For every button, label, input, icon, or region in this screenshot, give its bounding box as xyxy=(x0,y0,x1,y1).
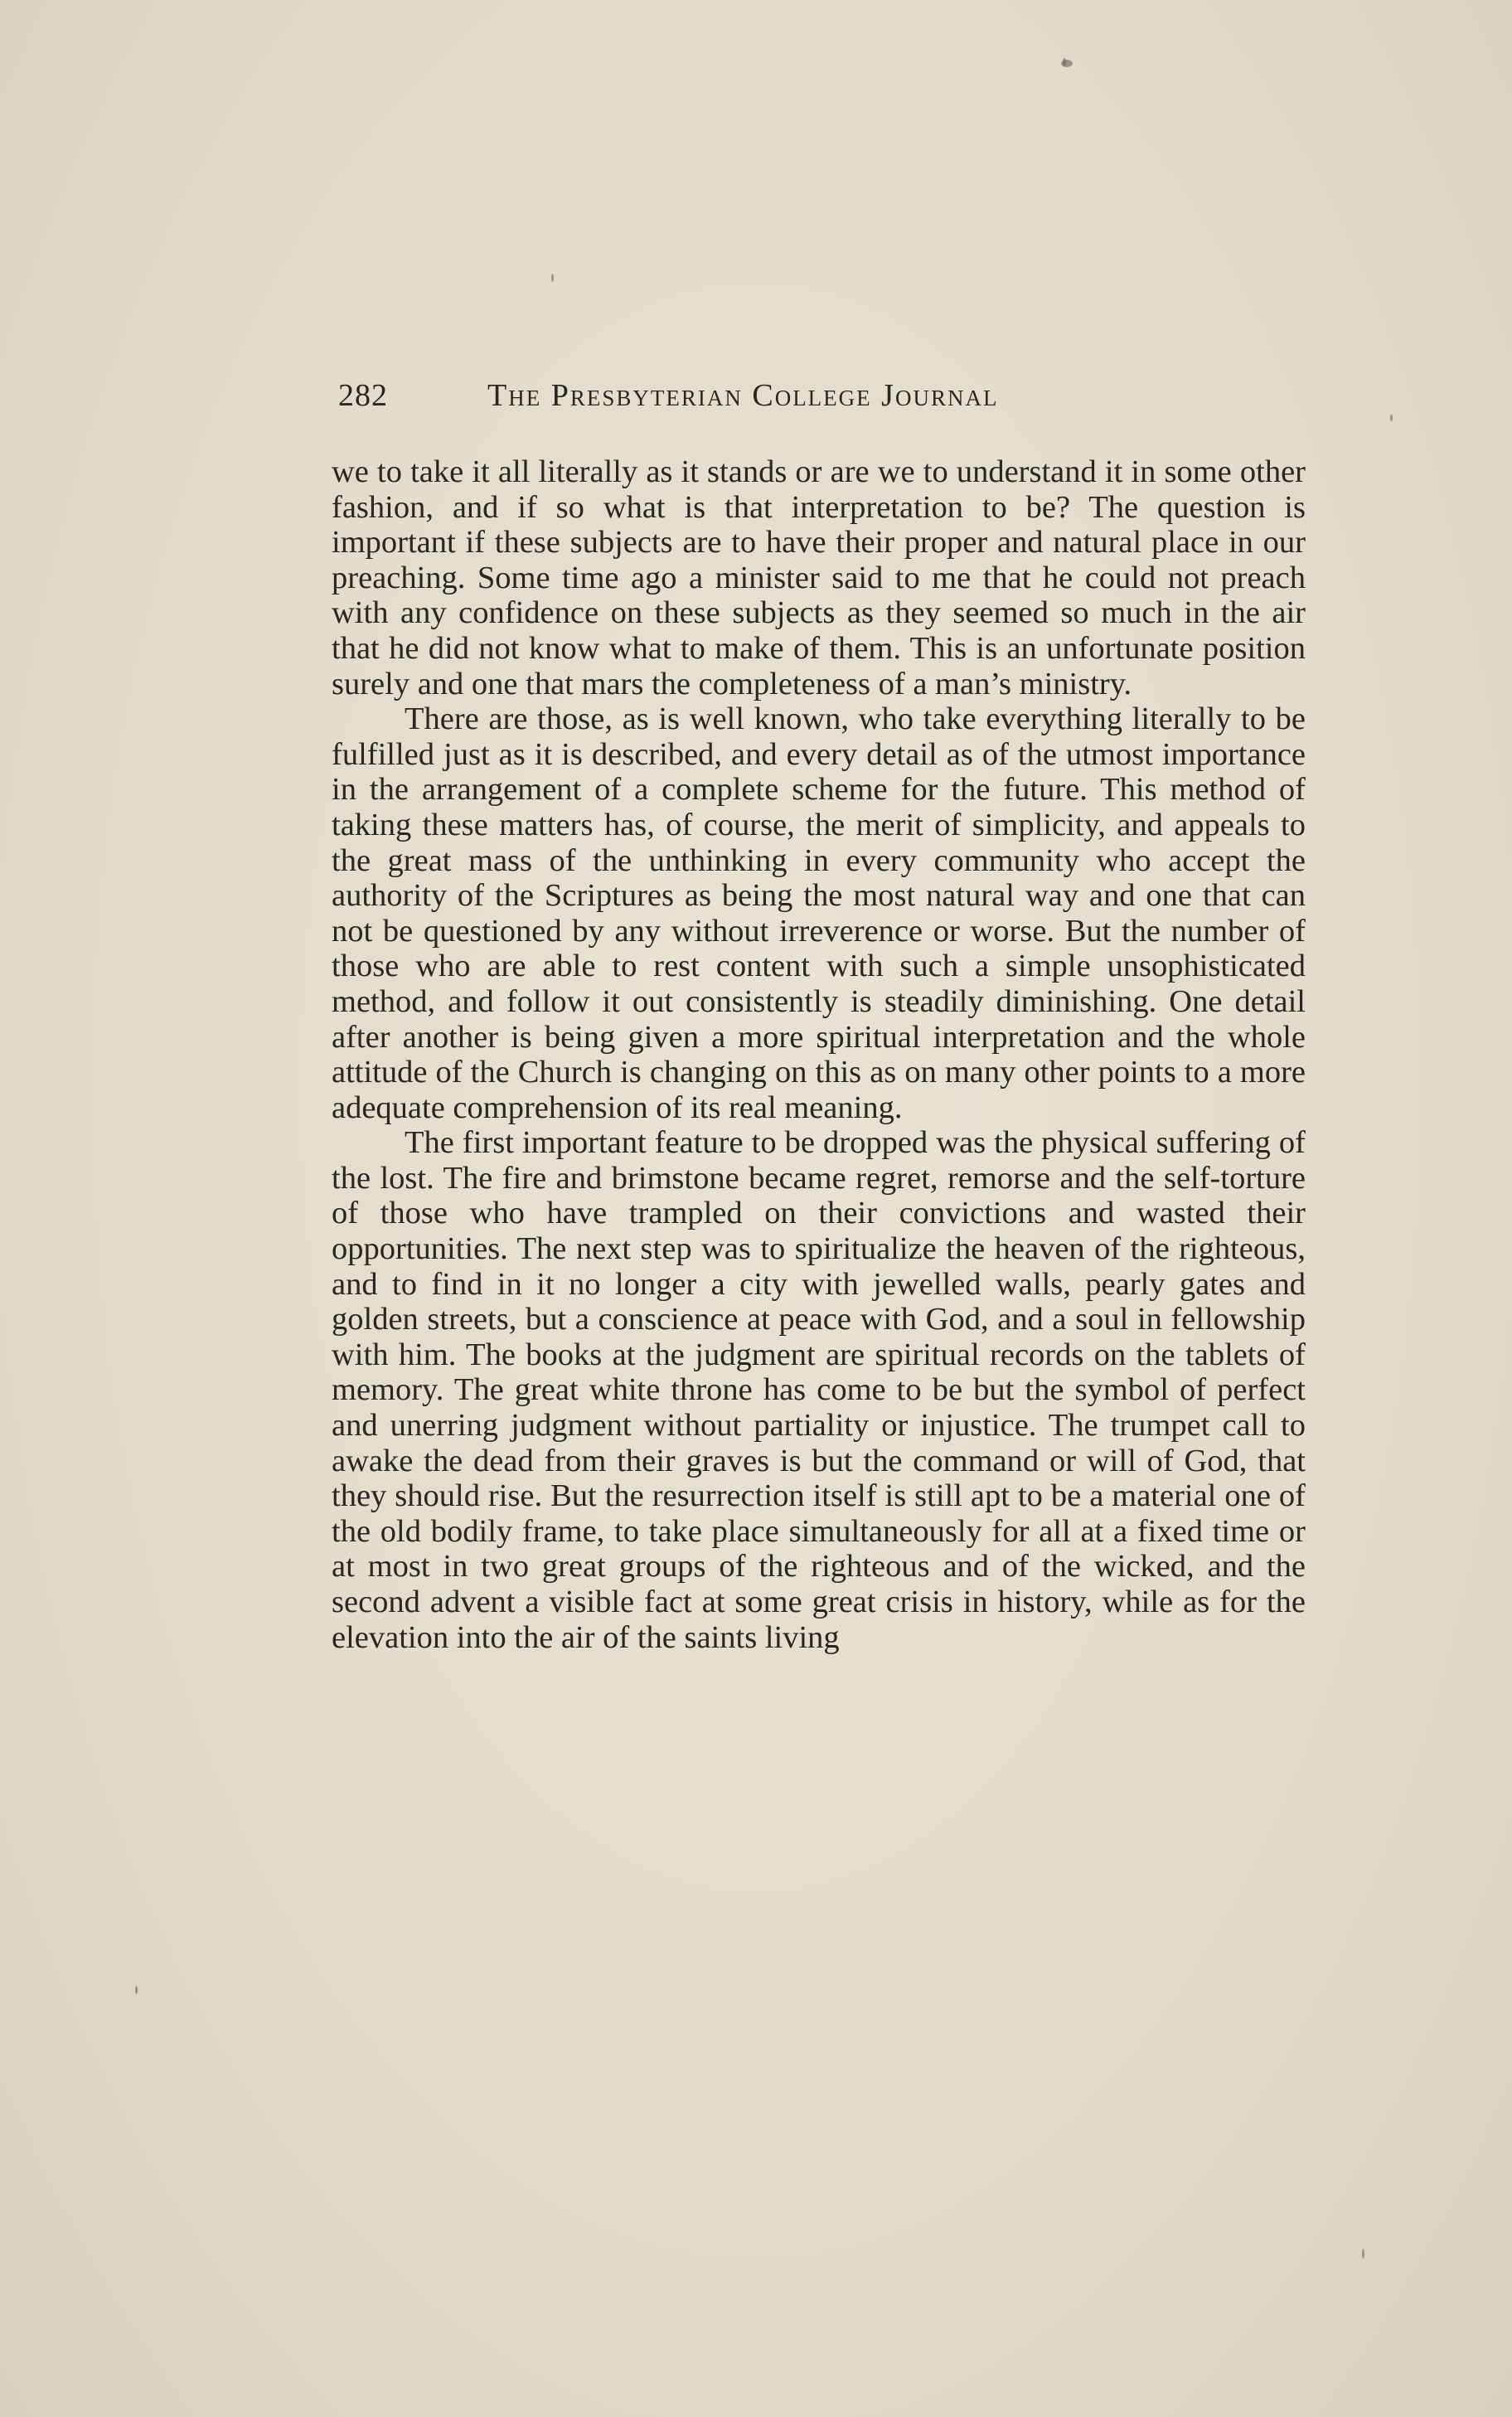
page-number: 282 xyxy=(338,378,388,413)
paragraph-2: There are those, as is well known, who take everything literally to be fulfilled just as it is described, and every detail as of the utmost importance in the arrangement of a complete scheme for the future. This method of taking these matters has, of course, the merit of simplicity, and appeals to the great mass of the unthinking in every community who accept the authority of the Scriptures as being the most natural way and one that can not be questioned by any without irreverence or worse. But the number of those who are able to rest content with such a simple unsophisticated method, and follow it out consistently is steadily diminishing. One detail after another is being given a more spiritual interpretation and the whole attitude of the Church is changing on this as on many other points to a more adequate comprehension of its real meaning. xyxy=(332,701,1306,1125)
ink-speck xyxy=(1362,2249,1364,2259)
ink-speck xyxy=(135,1986,138,1994)
ink-speck xyxy=(551,274,554,282)
ink-speck xyxy=(1061,60,1073,67)
paragraph-1: we to take it all literally as it stands or are we to understand it in some other fashion, and if so what is that interpretation to be? The question is important if these subjects are to have their proper and natural place in our preaching. Some time ago a minister said to me that he could not preach with any confidence on these subjects as they seemed so much in the air that he did not know what to make of them. This is an unfortunate position surely and one that mars the completeness of a man’s ministry. xyxy=(332,454,1306,701)
journal-title: The Presbyterian College Journal xyxy=(487,378,999,413)
body-text xyxy=(332,454,1306,1655)
ink-speck xyxy=(1390,415,1393,421)
running-head xyxy=(338,377,1167,427)
paragraph-3: The first important feature to be dropped was the physical suffering of the lost. The fire and brimstone became regret, remorse and the self-torture of those who have trampled on their convictions and wasted their opportunities. The next step was to spiritualize the heaven of the righteous, and to find in it no longer a city with jewelled walls, pearly gates and golden streets, but a conscience at peace with God, and a soul in fellowship with him. The books at the judgment are spiritual records on the tablets of memory. The great white throne has come to be but the symbol of perfect and unerring judgment without partiality or injustice. The trumpet call to awake the dead from their graves is but the command or will of God, that they should rise. But the resurrection itself is still apt to be a material one of the old bodily frame, to take place simultaneously for all at a fixed time or at most in two great groups of the righteous and of the wicked, and the second advent a visible fact at some great crisis in history, while as for the elevation into the air of the saints living xyxy=(332,1125,1306,1655)
